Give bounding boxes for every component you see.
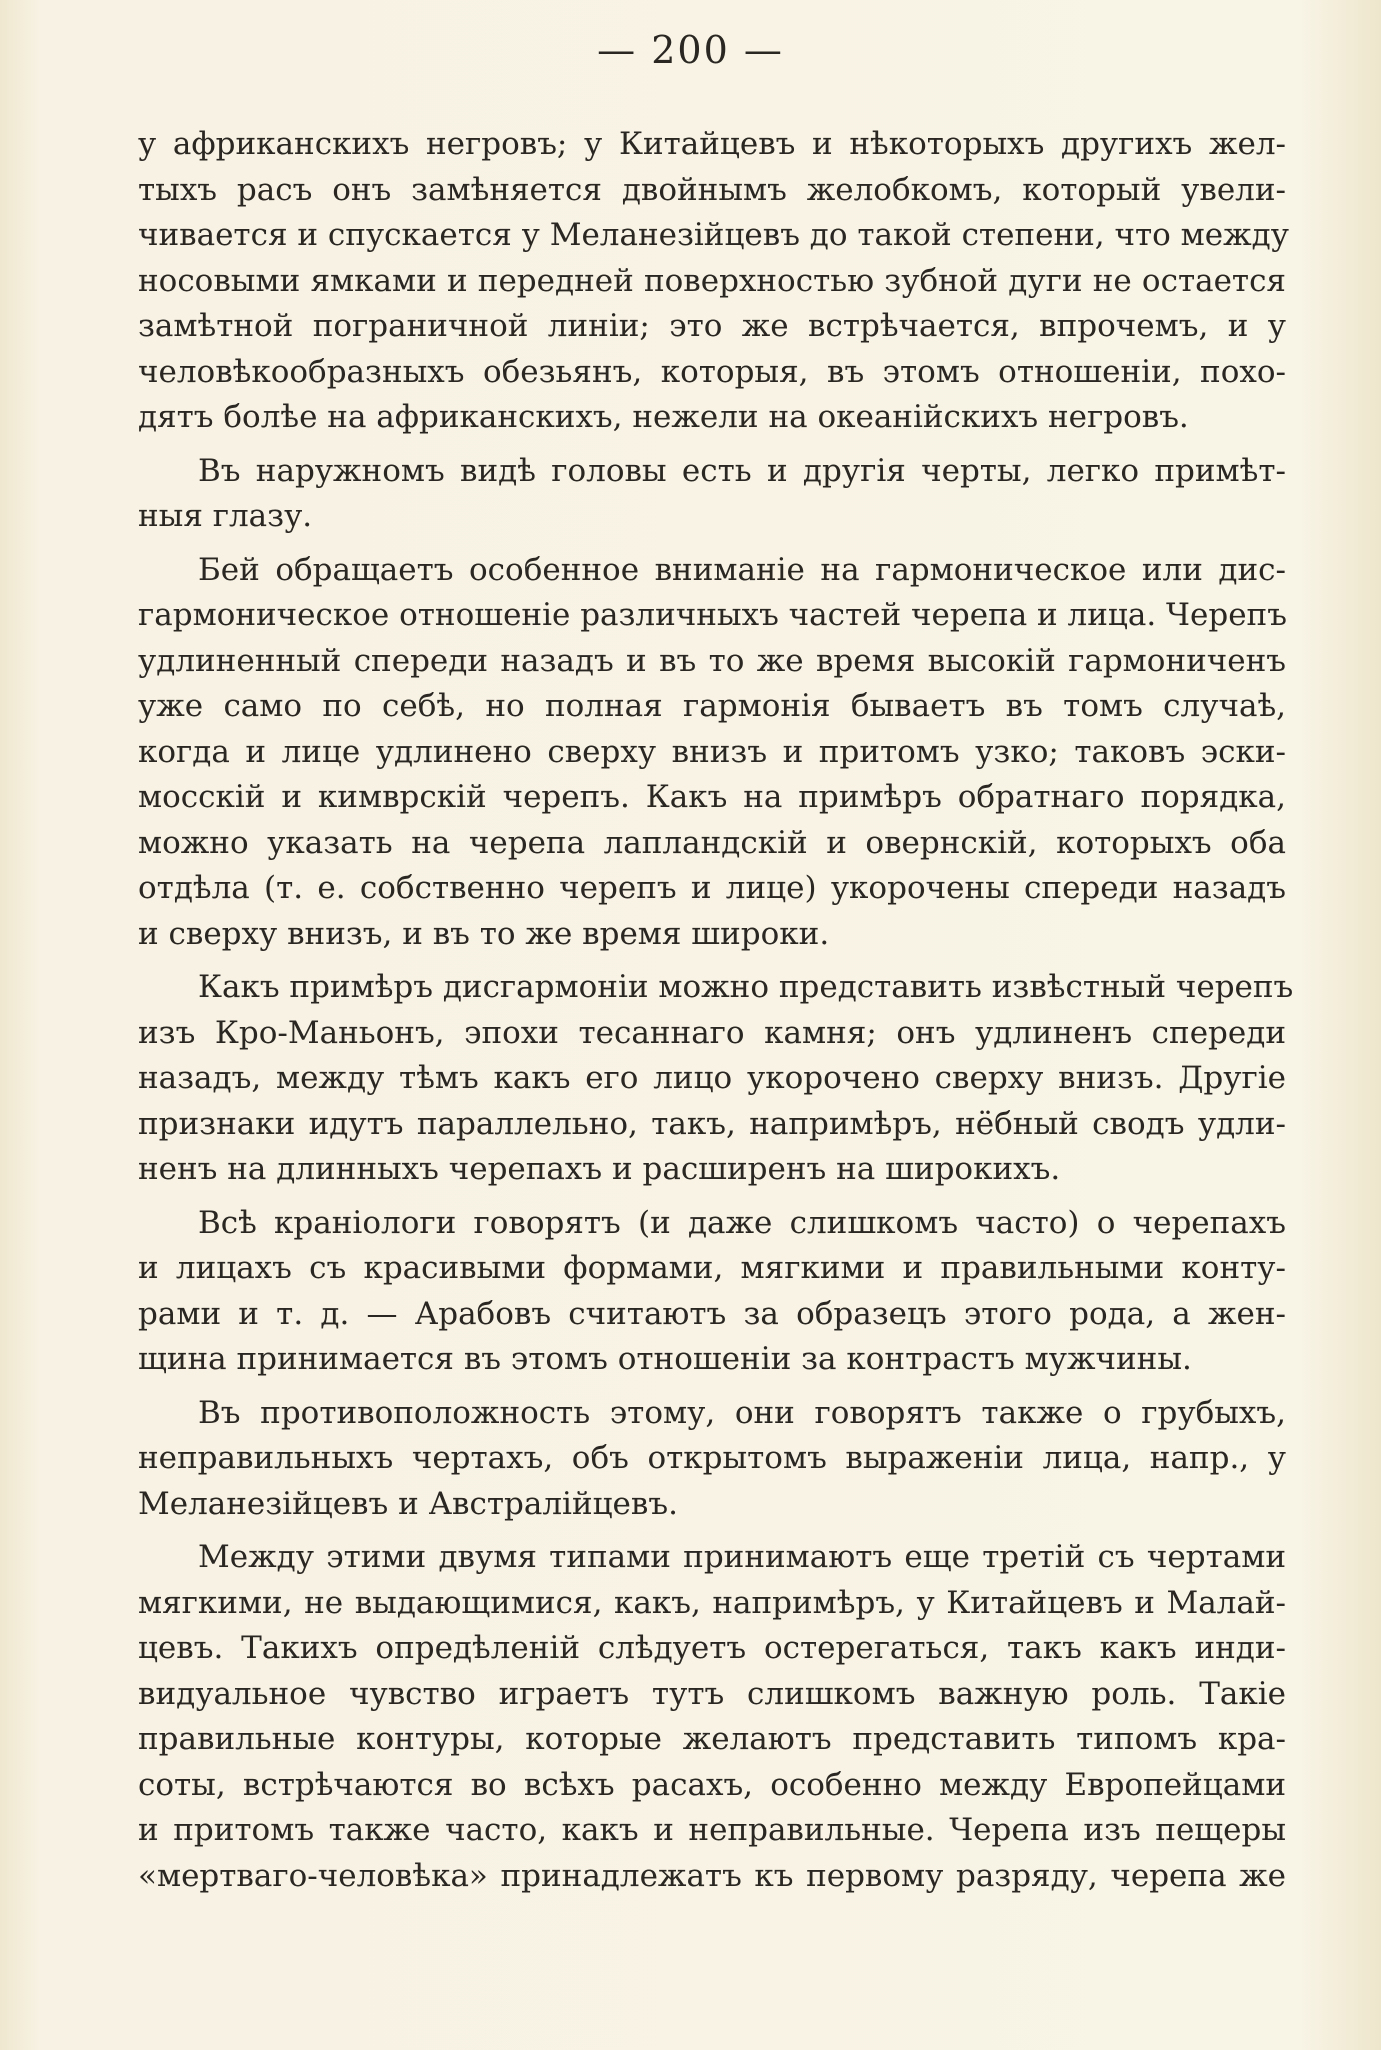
text-line: Меланезійцевъ и Австралійцевъ. [138, 1485, 678, 1522]
text-line: чивается и спускается у Меланезійцевъ до такой степени, что между [138, 217, 1289, 253]
text-line: человѣкообразныхъ обезьянъ, которыя, въ этомъ отношеніи, похо- [138, 353, 1286, 390]
text-line: ненъ на длинныхъ черепахъ и расширенъ на широкихъ. [138, 1151, 1061, 1187]
page-number: — 200 — [597, 28, 784, 72]
paragraph [138, 122, 1289, 441]
text-line: назадъ, между тѣмъ какъ его лицо укорочено сверху внизъ. Другіе [138, 1060, 1286, 1096]
text-line: цевъ. Такихъ опредѣленій слѣдуетъ остерегаться, такъ какъ инди- [138, 1630, 1286, 1666]
text-line: и лицахъ съ красивыми формами, мягкими и правильными конту- [138, 1250, 1286, 1286]
text-line: соты, встрѣчаются во всѣхъ расахъ, особенно между Европейцами [138, 1766, 1286, 1803]
text-line: Какъ примѣръ дисгармоніи можно представить извѣстный черепъ [198, 969, 1294, 1005]
paragraph [138, 449, 1286, 540]
text-line: когда и лице удлинено сверху внизъ и притомъ узко; таковъ эски- [138, 733, 1286, 770]
text-line: удлиненный спереди назадъ и въ то же время высокій гармониченъ [138, 642, 1286, 679]
paragraph [138, 1535, 1286, 1899]
text-line: Въ наружномъ видѣ головы есть и другія черты, легко примѣт- [198, 452, 1286, 489]
text-line: тыхъ расъ онъ замѣняется двойнымъ желобкомъ, который увели- [138, 171, 1286, 208]
body-text [138, 122, 1294, 1907]
text-line: щина принимается въ этомъ отношеніи за контрастъ мужчины. [138, 1341, 1192, 1377]
text-line: неправильныхъ чертахъ, объ открытомъ выраженіи лица, напр., у [138, 1440, 1286, 1476]
text-line: признаки идутъ параллельно, такъ, напримѣръ, нёбный сводъ удли- [138, 1105, 1286, 1142]
text-line: Между этими двумя типами принимаютъ еще третій съ чертами [198, 1539, 1286, 1575]
text-line: дятъ болѣе на африканскихъ, нежели на океанійскихъ негровъ. [138, 399, 1189, 435]
paragraph [138, 1201, 1286, 1383]
text-line: гармоническое отношеніе различныхъ частей черепа и лица. Черепъ [138, 597, 1287, 633]
text-line: и притомъ также часто, какъ и неправильные. Черепа изъ пещеры [138, 1812, 1286, 1848]
text-line: видуальное чувство играетъ тутъ слишкомъ важную роль. Такіе [138, 1675, 1286, 1712]
text-line: рами и т. д. — Арабовъ считаютъ за образецъ этого рода, а жен- [138, 1295, 1286, 1332]
text-line: уже само по себѣ, но полная гармонія бываетъ въ томъ случаѣ, [138, 688, 1286, 724]
text-line: можно указать на черепа лапландскій и овернскій, которыхъ оба [138, 824, 1286, 861]
paragraph [138, 1391, 1286, 1528]
text-line: «мертваго-человѣка» принадлежатъ къ первому разряду, черепа же [138, 1857, 1286, 1894]
text-line: отдѣла (т. е. собственно черепъ и лице) укорочены спереди назадъ [138, 870, 1286, 906]
text-line: носовыми ямками и передней поверхностью зубной дуги не остается [138, 262, 1286, 299]
text-line: у африканскихъ негровъ; у Китайцевъ и нѣкоторыхъ другихъ жел- [138, 126, 1286, 162]
text-line: замѣтной пограничной линіи; это же встрѣчается, впрочемъ, и у [138, 308, 1286, 344]
text-line: Въ противоположность этому, они говорятъ также о грубыхъ, [198, 1394, 1286, 1431]
text-line: Бей обращаетъ особенное вниманіе на гармоническое или дис- [198, 551, 1286, 588]
text-line: и сверху внизъ, и въ то же время широки. [138, 915, 830, 952]
text-line: мосскій и кимврскій черепъ. Какъ на примѣръ обратнаго порядка, [138, 779, 1286, 815]
text-line: изъ Кро-Маньонъ, эпохи тесаннаго камня; онъ удлиненъ спереди [138, 1014, 1286, 1051]
text-line: Всѣ краніологи говорятъ (и даже слишкомъ часто) о черепахъ [198, 1204, 1286, 1241]
text-line: ныя глазу. [138, 498, 313, 534]
text-line: мягкими, не выдающимися, какъ, напримѣръ, у Китайцевъ и Малай- [138, 1584, 1286, 1621]
paragraph [138, 548, 1286, 958]
text-line: правильные контуры, которые желаютъ представить типомъ кра- [138, 1721, 1286, 1757]
paragraph [138, 965, 1294, 1193]
